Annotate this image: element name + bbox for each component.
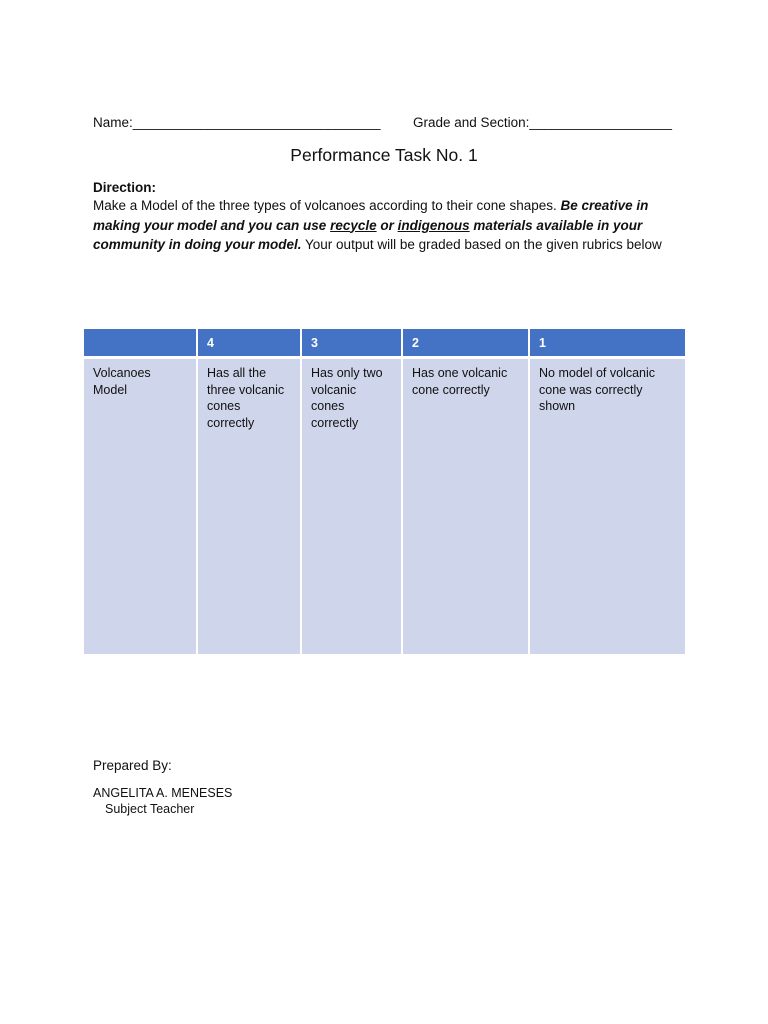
rubric-score-3-cell: Has only two volcanic cones correctly [302,359,403,654]
direction-text-emphasis-end: materials available in your community in doing your model. [93,217,643,252]
page-title: Performance Task No. 1 [290,145,478,165]
direction-text-emphasis: Be creative in making your model and you can use [93,198,649,233]
recycle-keyword: recycle [330,217,377,233]
rubric-header-score-3: 3 [302,329,403,359]
table-row [84,359,685,654]
rubric-header-criteria [84,329,198,359]
indigenous-keyword: indigenous [397,217,470,233]
direction-text [93,196,678,255]
teacher-role: Subject Teacher [105,802,195,816]
direction-text-closing: Your output will be graded based on the given rubrics below [301,237,662,252]
rubric-header-row [84,329,685,359]
rubric-header-score-4: 4 [198,329,302,359]
prepared-by-label: Prepared By: [93,758,172,773]
teacher-name: ANGELITA A. MENESES [93,786,233,800]
grade-section-field-label: Grade and Section:___________________ [413,115,672,130]
rubric-header-score-2: 2 [403,329,530,359]
direction-text-or: or [376,217,398,233]
rubric-table [84,329,685,654]
name-field-label: Name:_________________________________ [93,115,381,130]
header-line [93,115,672,130]
rubric-score-1-cell: No model of volcanic cone was correctly shown [530,359,685,654]
rubric-score-2-cell: Has one volcanic cone correctly [403,359,530,654]
rubric-score-4-cell: Has all the three volcanic cones correctly [198,359,302,654]
rubric-header-score-1: 1 [530,329,685,359]
direction-text-plain: Make a Model of the three types of volcanoes according to their cone shapes. [93,198,561,213]
direction-label: Direction: [93,180,157,195]
rubric-criteria-cell: Volcanoes Model [84,359,198,654]
